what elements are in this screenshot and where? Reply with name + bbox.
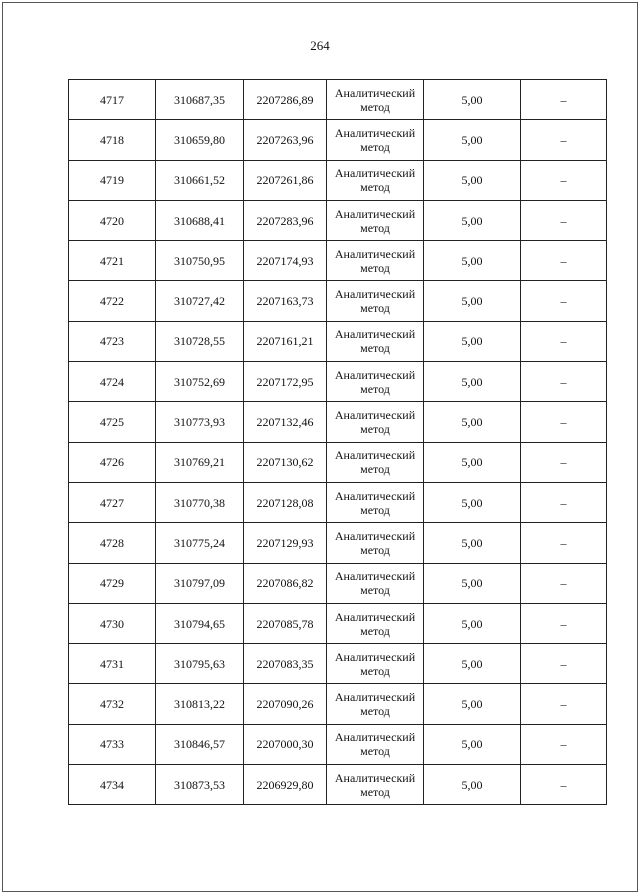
method-cell	[327, 724, 424, 764]
x-coordinate-cell: 310728,55	[156, 321, 244, 361]
point-number-cell: 4720	[69, 200, 156, 240]
x-coordinate-cell: 310687,35	[156, 80, 244, 120]
table-row	[69, 200, 607, 240]
point-number-cell: 4723	[69, 321, 156, 361]
x-coordinate-cell: 310795,63	[156, 644, 244, 684]
method-cell	[327, 523, 424, 563]
table-row	[69, 442, 607, 482]
table-row	[69, 362, 607, 402]
y-coordinate-cell: 2207174,93	[244, 241, 327, 281]
point-number-cell: 4730	[69, 603, 156, 643]
y-coordinate-cell: 2207129,93	[244, 523, 327, 563]
note-cell: –	[521, 523, 607, 563]
method-line-1: Аналитический	[334, 730, 416, 745]
method-line-2: метод	[360, 583, 390, 598]
table-row	[69, 603, 607, 643]
table-row	[69, 765, 607, 805]
note-cell: –	[521, 563, 607, 603]
point-number-cell: 4727	[69, 482, 156, 522]
method-line-2: метод	[360, 99, 390, 114]
table-row	[69, 241, 607, 281]
table-row	[69, 644, 607, 684]
x-coordinate-cell: 310770,38	[156, 482, 244, 522]
method-line-1: Аналитический	[334, 569, 416, 584]
method-cell	[327, 241, 424, 281]
table-row	[69, 482, 607, 522]
method-line-1: Аналитический	[334, 770, 416, 785]
note-cell: –	[521, 160, 607, 200]
method-line-1: Аналитический	[334, 690, 416, 705]
method-line-1: Аналитический	[334, 125, 416, 140]
y-coordinate-cell: 2207161,21	[244, 321, 327, 361]
coordinates-table-body	[69, 80, 607, 805]
note-cell: –	[521, 241, 607, 281]
method-cell	[327, 200, 424, 240]
error-cell: 5,00	[424, 523, 521, 563]
method-line-1: Аналитический	[334, 488, 416, 503]
method-line-1: Аналитический	[334, 85, 416, 100]
method-line-1: Аналитический	[334, 246, 416, 261]
x-coordinate-cell: 310750,95	[156, 241, 244, 281]
error-cell: 5,00	[424, 281, 521, 321]
method-cell	[327, 765, 424, 805]
error-cell: 5,00	[424, 644, 521, 684]
x-coordinate-cell: 310752,69	[156, 362, 244, 402]
method-line-2: метод	[360, 704, 390, 719]
x-coordinate-cell: 310727,42	[156, 281, 244, 321]
method-line-2: метод	[360, 381, 390, 396]
x-coordinate-cell: 310813,22	[156, 684, 244, 724]
x-coordinate-cell: 310769,21	[156, 442, 244, 482]
y-coordinate-cell: 2207163,73	[244, 281, 327, 321]
x-coordinate-cell: 310688,41	[156, 200, 244, 240]
method-cell	[327, 321, 424, 361]
error-cell: 5,00	[424, 80, 521, 120]
method-line-2: метод	[360, 260, 390, 275]
error-cell: 5,00	[424, 241, 521, 281]
table-row	[69, 523, 607, 563]
error-cell: 5,00	[424, 603, 521, 643]
method-cell	[327, 120, 424, 160]
method-cell	[327, 684, 424, 724]
table-row	[69, 80, 607, 120]
method-line-1: Аналитический	[334, 166, 416, 181]
note-cell: –	[521, 281, 607, 321]
table-row	[69, 563, 607, 603]
method-line-2: метод	[360, 180, 390, 195]
note-cell: –	[521, 442, 607, 482]
method-line-2: метод	[360, 663, 390, 678]
table-row	[69, 684, 607, 724]
note-cell: –	[521, 402, 607, 442]
method-cell	[327, 80, 424, 120]
coordinates-table	[68, 79, 607, 805]
point-number-cell: 4719	[69, 160, 156, 200]
note-cell: –	[521, 724, 607, 764]
method-cell	[327, 563, 424, 603]
method-line-1: Аналитический	[334, 649, 416, 664]
point-number-cell: 4725	[69, 402, 156, 442]
method-line-1: Аналитический	[334, 609, 416, 624]
x-coordinate-cell: 310794,65	[156, 603, 244, 643]
error-cell: 5,00	[424, 362, 521, 402]
x-coordinate-cell: 310659,80	[156, 120, 244, 160]
y-coordinate-cell: 2207083,35	[244, 644, 327, 684]
method-line-2: метод	[360, 220, 390, 235]
error-cell: 5,00	[424, 482, 521, 522]
method-cell	[327, 482, 424, 522]
method-cell	[327, 362, 424, 402]
error-cell: 5,00	[424, 120, 521, 160]
method-line-1: Аналитический	[334, 448, 416, 463]
method-line-2: метод	[360, 623, 390, 638]
y-coordinate-cell: 2207263,96	[244, 120, 327, 160]
y-coordinate-cell: 2207085,78	[244, 603, 327, 643]
table-row	[69, 160, 607, 200]
point-number-cell: 4729	[69, 563, 156, 603]
table-row	[69, 402, 607, 442]
y-coordinate-cell: 2207128,08	[244, 482, 327, 522]
point-number-cell: 4733	[69, 724, 156, 764]
method-cell	[327, 160, 424, 200]
y-coordinate-cell: 2207000,30	[244, 724, 327, 764]
note-cell: –	[521, 362, 607, 402]
method-line-2: метод	[360, 744, 390, 759]
method-line-2: метод	[360, 784, 390, 799]
note-cell: –	[521, 684, 607, 724]
point-number-cell: 4734	[69, 765, 156, 805]
x-coordinate-cell: 310661,52	[156, 160, 244, 200]
y-coordinate-cell: 2207090,26	[244, 684, 327, 724]
point-number-cell: 4722	[69, 281, 156, 321]
method-cell	[327, 644, 424, 684]
error-cell: 5,00	[424, 724, 521, 764]
point-number-cell: 4721	[69, 241, 156, 281]
y-coordinate-cell: 2207261,86	[244, 160, 327, 200]
y-coordinate-cell: 2207283,96	[244, 200, 327, 240]
method-line-2: метод	[360, 139, 390, 154]
method-cell	[327, 281, 424, 321]
method-line-2: метод	[360, 422, 390, 437]
method-cell	[327, 402, 424, 442]
point-number-cell: 4726	[69, 442, 156, 482]
y-coordinate-cell: 2207130,62	[244, 442, 327, 482]
error-cell: 5,00	[424, 402, 521, 442]
method-line-2: метод	[360, 462, 390, 477]
table-row	[69, 321, 607, 361]
method-line-2: метод	[360, 502, 390, 517]
method-line-2: метод	[360, 301, 390, 316]
y-coordinate-cell: 2207172,95	[244, 362, 327, 402]
x-coordinate-cell: 310873,53	[156, 765, 244, 805]
y-coordinate-cell: 2206929,80	[244, 765, 327, 805]
point-number-cell: 4732	[69, 684, 156, 724]
note-cell: –	[521, 200, 607, 240]
point-number-cell: 4728	[69, 523, 156, 563]
y-coordinate-cell: 2207132,46	[244, 402, 327, 442]
method-line-1: Аналитический	[334, 206, 416, 221]
method-cell	[327, 442, 424, 482]
error-cell: 5,00	[424, 442, 521, 482]
error-cell: 5,00	[424, 200, 521, 240]
method-line-1: Аналитический	[334, 287, 416, 302]
x-coordinate-cell: 310775,24	[156, 523, 244, 563]
method-line-1: Аналитический	[334, 367, 416, 382]
method-line-1: Аналитический	[334, 528, 416, 543]
note-cell: –	[521, 644, 607, 684]
point-number-cell: 4718	[69, 120, 156, 160]
note-cell: –	[521, 120, 607, 160]
x-coordinate-cell: 310773,93	[156, 402, 244, 442]
method-line-2: метод	[360, 542, 390, 557]
table-row	[69, 120, 607, 160]
note-cell: –	[521, 80, 607, 120]
page-number: 264	[310, 38, 330, 53]
error-cell: 5,00	[424, 321, 521, 361]
note-cell: –	[521, 603, 607, 643]
table-row	[69, 724, 607, 764]
x-coordinate-cell: 310846,57	[156, 724, 244, 764]
point-number-cell: 4724	[69, 362, 156, 402]
note-cell: –	[521, 765, 607, 805]
error-cell: 5,00	[424, 160, 521, 200]
point-number-cell: 4731	[69, 644, 156, 684]
error-cell: 5,00	[424, 563, 521, 603]
method-line-1: Аналитический	[334, 327, 416, 342]
method-line-1: Аналитический	[334, 408, 416, 423]
y-coordinate-cell: 2207286,89	[244, 80, 327, 120]
method-cell	[327, 603, 424, 643]
y-coordinate-cell: 2207086,82	[244, 563, 327, 603]
x-coordinate-cell: 310797,09	[156, 563, 244, 603]
table-row	[69, 281, 607, 321]
point-number-cell: 4717	[69, 80, 156, 120]
error-cell: 5,00	[424, 684, 521, 724]
note-cell: –	[521, 482, 607, 522]
method-line-2: метод	[360, 341, 390, 356]
error-cell: 5,00	[424, 765, 521, 805]
note-cell: –	[521, 321, 607, 361]
